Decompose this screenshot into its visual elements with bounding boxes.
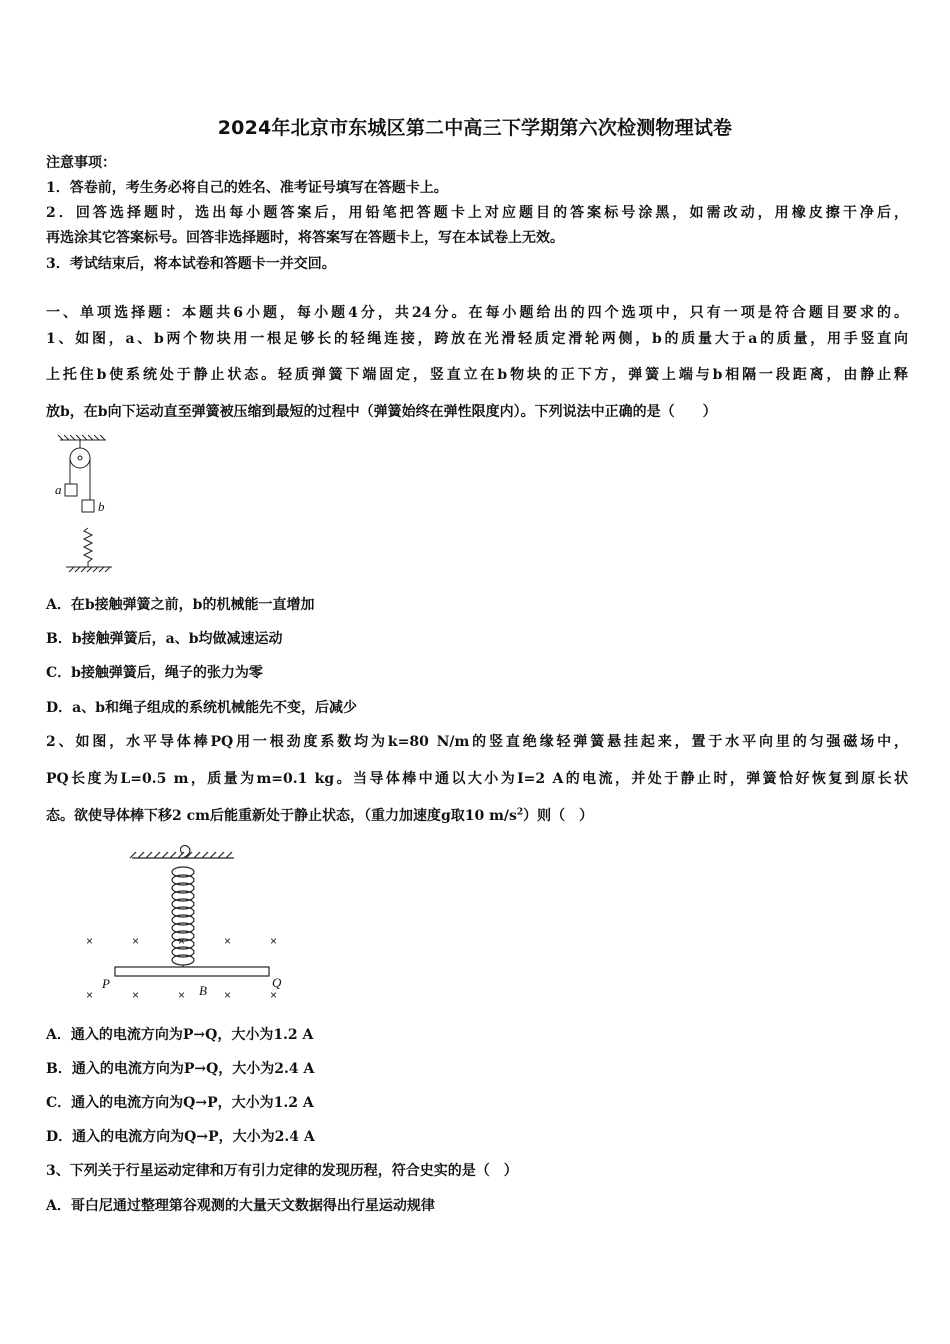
q1-option-b: B．b接触弹簧后，a、b均做减速运动 <box>46 631 283 647</box>
q3-option-a: A．哥白尼通过整理第谷观测的大量天文数据得出行星运动规律 <box>46 1198 435 1214</box>
field-mark: × <box>178 988 186 1002</box>
q2-stem-line-2: PQ长度为L=0.5 m，质量为m=0.1 kg。当导体棒中通以大小为I=2 A的电流，并处于静止时，弹簧恰好恢复到原长状 <box>46 771 908 787</box>
field-mark: × <box>224 934 232 948</box>
label-b-field: B <box>199 983 207 998</box>
conductor-rod-pq <box>115 967 269 976</box>
label-b: b <box>98 499 105 514</box>
q1-stem-line-2: 上托住b使系统处于静止状态。轻质弹簧下端固定，竖直立在b物块的正下方，弹簧上端与b相隔一段距离，由静止释 <box>46 367 908 383</box>
q1-stem-line-1: 1、如图，a、b两个物块用一根足够长的轻绳连接，跨放在光滑轻质定滑轮两侧，b的质量大于a的质量，用手竖直向 <box>46 331 908 347</box>
field-mark: × <box>270 934 278 948</box>
page-title: 2024年北京市东城区第二中高三下学期第六次检测物理试卷 <box>217 117 733 139</box>
field-mark: × <box>132 988 140 1002</box>
notice-heading: 注意事项： <box>46 155 116 171</box>
q2-stem-line-1: 2、如图，水平导体棒PQ用一根劲度系数均为k=80 N/m的竖直绝缘轻弹簧悬挂起来，置于水平向里的匀强磁场中， <box>46 734 908 750</box>
q2-option-d: D．通入的电流方向为Q→P，大小为2.4 A <box>46 1129 315 1145</box>
notice-item-3: 3．考试结束后，将本试卷和答题卡一并交回。 <box>46 256 336 272</box>
notice-item-2-line-2: 再选涂其它答案标号。回答非选择题时，将答案写在答题卡上，写在本试卷上无效。 <box>46 230 564 246</box>
label-q: Q <box>272 975 282 990</box>
notice-item-1: 1．答卷前，考生务必将自己的姓名、准考证号填写在答题卡上。 <box>46 180 448 196</box>
field-mark: × <box>270 988 278 1002</box>
q3-stem: 3、下列关于行星运动定律和万有引力定律的发现历程，符合史实的是（ ） <box>46 1163 518 1179</box>
q2-option-c: C．通入的电流方向为Q→P，大小为1.2 A <box>46 1095 314 1111</box>
q2-stem-line-3-sup: 2 <box>516 807 524 818</box>
spring-coils <box>172 867 194 965</box>
q2-option-b: B．通入的电流方向为P→Q，大小为2.4 A <box>46 1061 315 1077</box>
field-mark: × <box>178 934 186 948</box>
q1-option-c: C．b接触弹簧后，绳子的张力为零 <box>46 665 263 681</box>
label-a: a <box>55 482 62 497</box>
ceiling-hatching <box>130 852 232 858</box>
section-1-heading: 一、单项选择题：本题共6小题，每小题4分，共24分。在每小题给出的四个选项中，只有一项是符合题目要求的。 <box>46 305 908 321</box>
field-mark: × <box>86 934 94 948</box>
q1-option-a: A．在b接触弹簧之前，b的机械能一直增加 <box>46 597 315 613</box>
q1-stem-line-3: 放b，在b向下运动直至弹簧被压缩到最短的过程中（弹簧始终在弹性限度内）。下列说法中正确的是（ ） <box>46 404 717 420</box>
q2-stem-line-3-pre: 态。欲使导体棒下移2 cm后能重新处于静止状态，（重力加速度g取10 m/s <box>46 808 517 824</box>
label-p: P <box>102 976 110 991</box>
notice-item-2-line-1: 2．回答选择题时，选出每小题答案后，用铅笔把答题卡上对应题目的答案标号涂黑，如需改动，用橡皮擦干净后， <box>46 205 908 221</box>
field-mark: × <box>132 934 140 948</box>
q2-option-a: A．通入的电流方向为P→Q，大小为1.2 A <box>46 1027 314 1043</box>
q2-stem-line-3-post: ）则（ ） <box>523 808 594 824</box>
field-mark: × <box>224 988 232 1002</box>
field-mark: × <box>86 988 94 1002</box>
q1-option-d: D．a、b和绳子组成的系统机械能先不变，后减少 <box>46 700 357 716</box>
